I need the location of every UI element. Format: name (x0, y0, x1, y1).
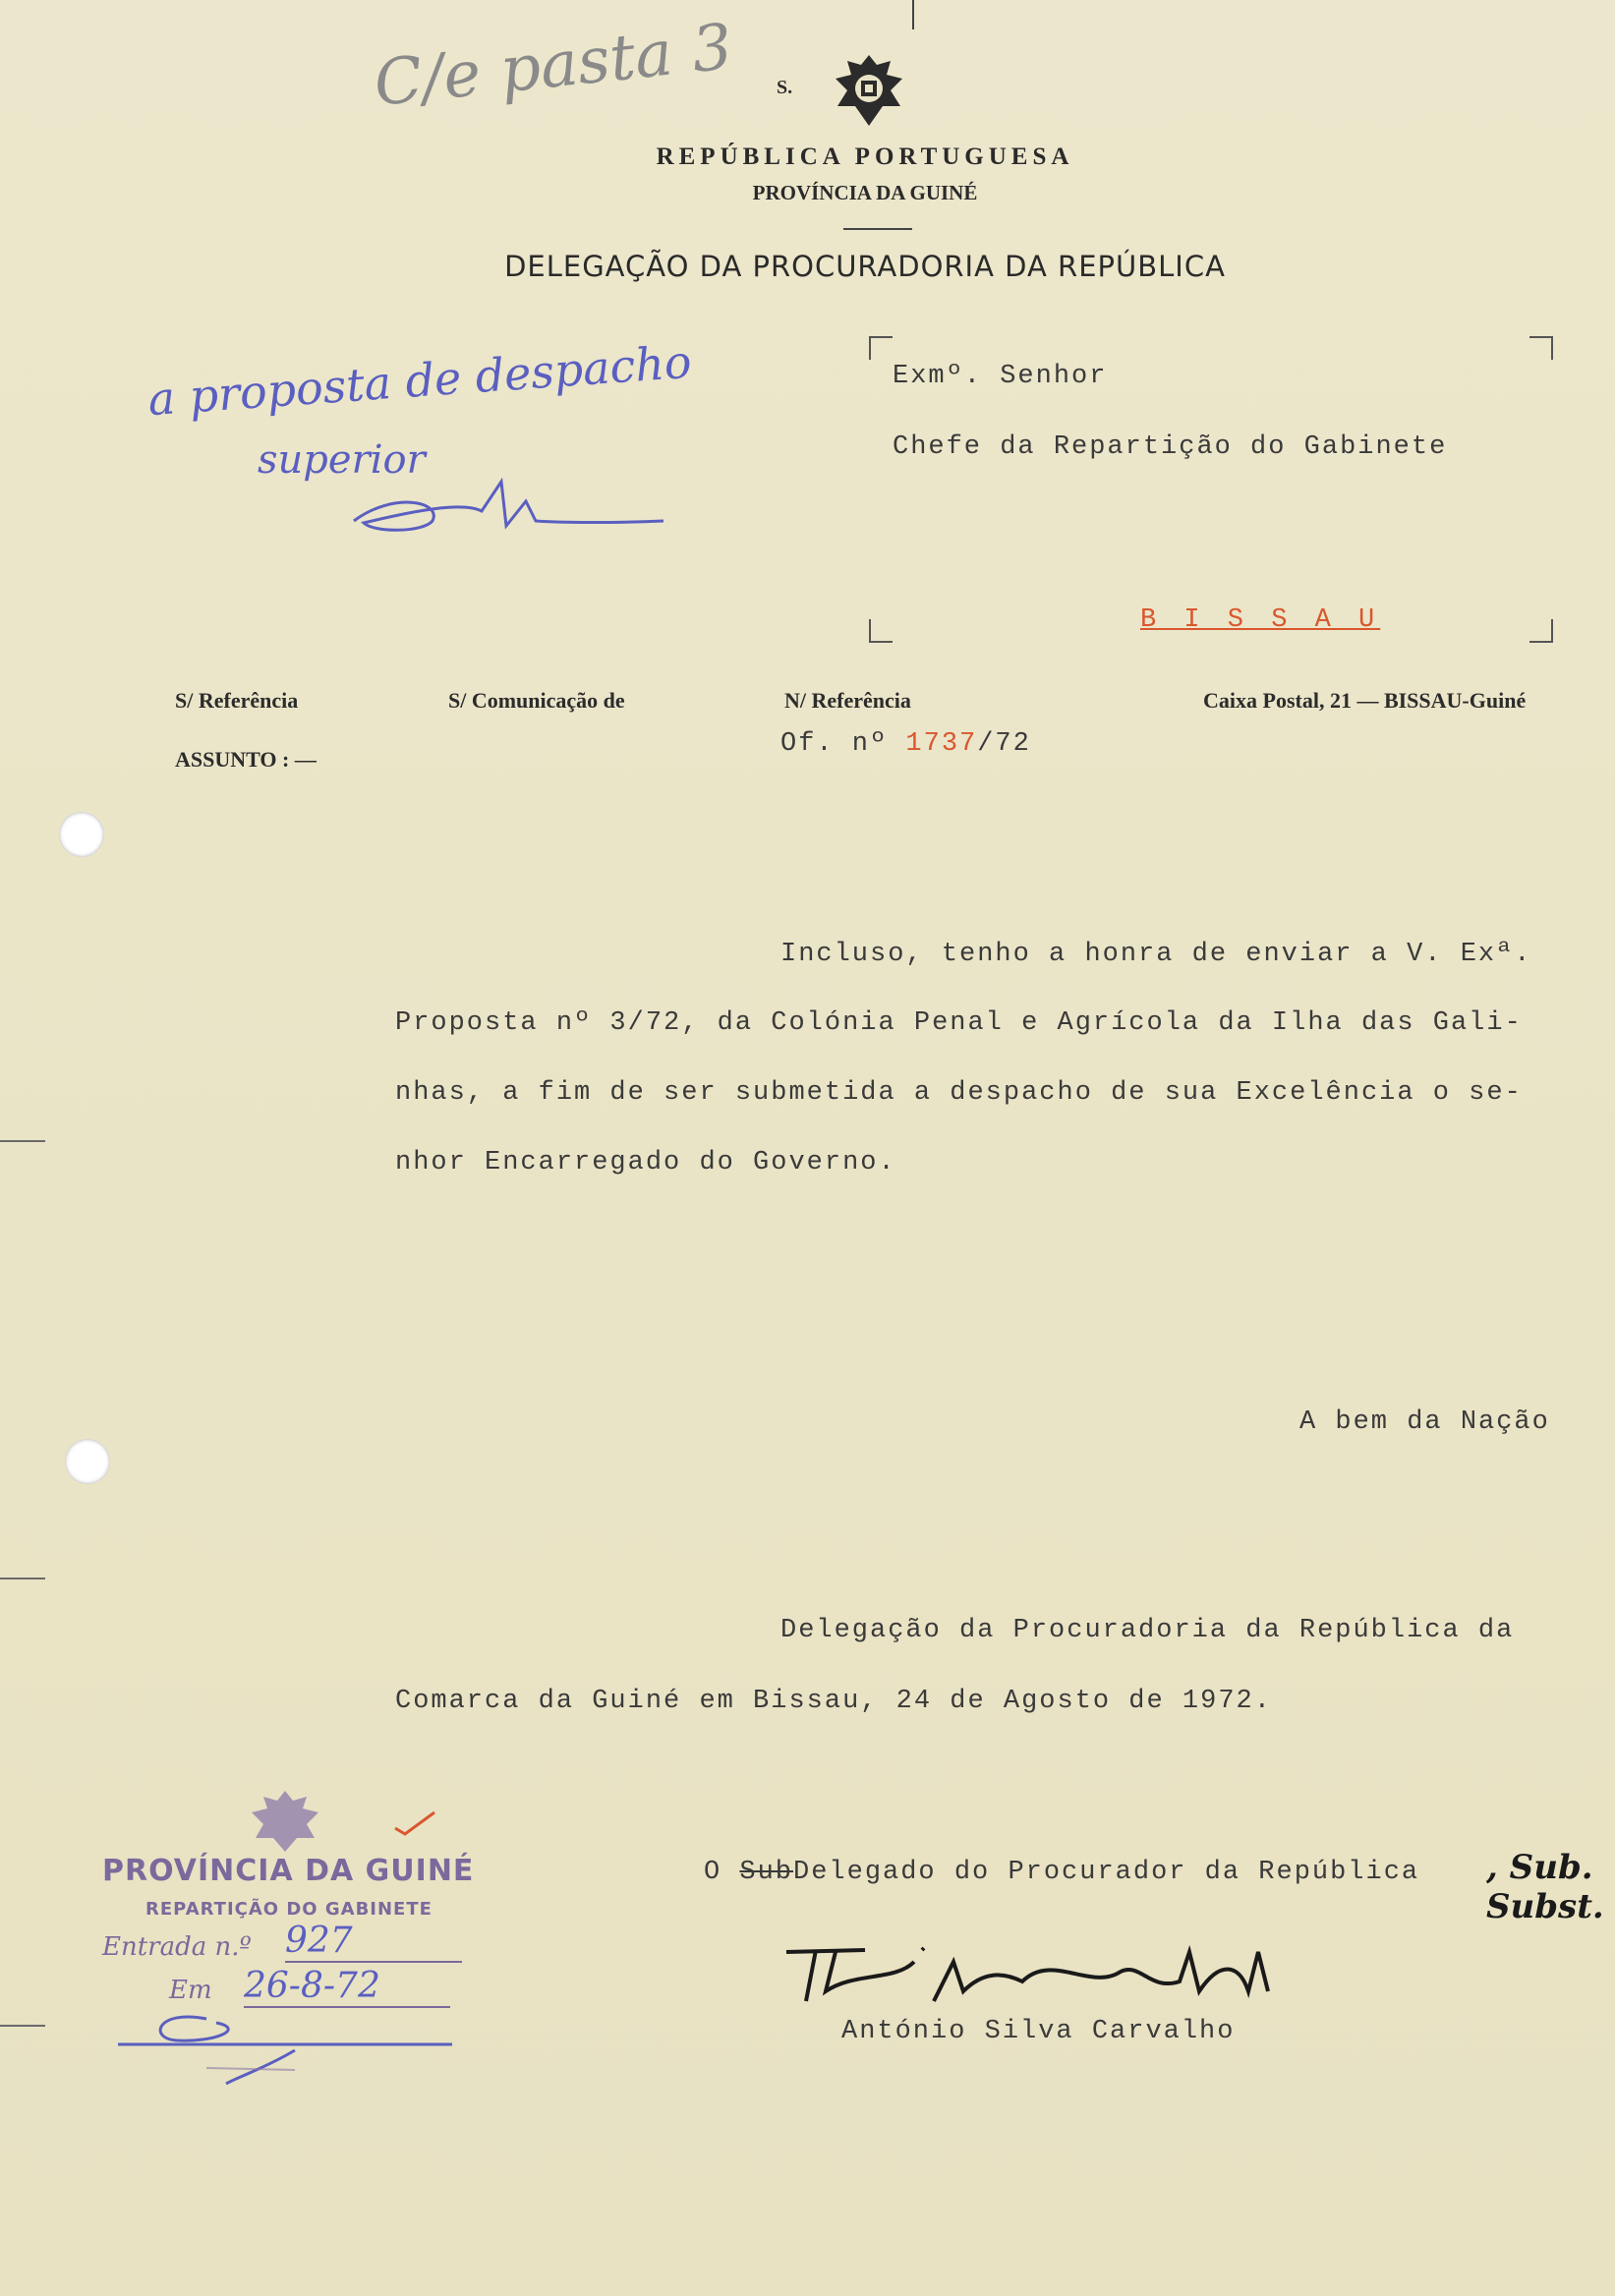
closing-formula: A bem da Nação (1299, 1407, 1550, 1437)
stamp-em-label: Em (169, 1976, 212, 2005)
stamp-crest-icon (236, 1787, 334, 1856)
office-number-prefix: Of. nº (780, 729, 906, 759)
blue-signature-icon (334, 472, 668, 541)
signatory-title-struck: Sub (739, 1858, 794, 1887)
stamp-province: PROVÍNCIA DA GUINÉ (102, 1854, 475, 1888)
addressee-city: B I S S A U (1140, 605, 1381, 635)
addressee-title: Chefe da Repartição do Gabinete (893, 432, 1448, 462)
margin-note-line1: a proposta de despacho (145, 334, 694, 427)
label-s-referencia: S/ Referência (175, 688, 299, 713)
corner-bracket (869, 336, 893, 360)
signatory-title-rest: Delegado do Procurador da República (793, 1858, 1420, 1887)
stamp-em-value: 26-8-72 (244, 1966, 450, 2008)
label-n-referencia: N/ Referência (784, 688, 911, 713)
signatory-title (704, 1858, 1419, 1887)
office-number-value: 1737 (905, 729, 978, 759)
margin-note-line2: superior (258, 437, 426, 483)
corner-bracket (869, 619, 893, 643)
coat-of-arms-icon (824, 51, 914, 132)
corner-bracket (1529, 336, 1553, 360)
stamp-department: REPARTIÇÃO DO GABINETE (145, 1899, 433, 1920)
punch-hole (59, 812, 104, 857)
stamp-initials-icon (98, 1999, 472, 2088)
signatory-title-prefix: O (704, 1858, 740, 1887)
stamp-entrada-label: Entrada n.º (102, 1932, 252, 1962)
red-check-icon (391, 1808, 438, 1838)
body-line-4: nhor Encarregado do Governo. (395, 1148, 896, 1177)
corner-bracket (1529, 619, 1553, 643)
place-date-line-2: Comarca da Guiné em Bissau, 24 de Agosto de 1972. (395, 1687, 1272, 1716)
header-s-mark: S. (777, 77, 793, 98)
header-republic: REPÚBLICA PORTUGUESA (656, 144, 1074, 170)
label-s-comunicacao: S/ Comunicação de (448, 688, 625, 713)
signature-icon (777, 1932, 1288, 2021)
office-number-suffix: /72 (977, 729, 1031, 759)
header-province: PROVÍNCIA DA GUINÉ (752, 181, 978, 204)
body-line-1: Incluso, tenho a honra de enviar a V. Exª. (780, 940, 1532, 969)
body-line-3: nhas, a fim de ser submetida a despacho de sua Excelência o se- (395, 1078, 1523, 1108)
top-edge-mark (912, 0, 914, 29)
stamp-entrada-value: 927 (285, 1921, 462, 1963)
signatory-name: António Silva Carvalho (841, 2017, 1236, 2046)
fold-mark (0, 1578, 45, 1579)
place-date-line-1: Delegação da Procuradoria da República da (780, 1616, 1515, 1645)
top-annotation: C/e pasta 3 (371, 11, 736, 121)
label-caixa-postal: Caixa Postal, 21 — BISSAU-Guiné (1203, 688, 1527, 713)
punch-hole (65, 1439, 110, 1484)
label-assunto: ASSUNTO : — (175, 747, 317, 772)
fold-mark (0, 2025, 45, 2027)
fold-mark (0, 1140, 45, 1142)
office-number (780, 729, 1031, 759)
header-divider (843, 228, 912, 230)
addressee-salutation: Exmº. Senhor (893, 362, 1108, 391)
body-line-2: Proposta nº 3/72, da Colónia Penal e Agrícola da Ilha das Gali- (395, 1008, 1523, 1038)
signatory-title-handwritten: , Sub. Subst. (1486, 1848, 1604, 1926)
header-delegation: DELEGAÇÃO DA PROCURADORIA DA REPÚBLICA (504, 250, 1226, 283)
